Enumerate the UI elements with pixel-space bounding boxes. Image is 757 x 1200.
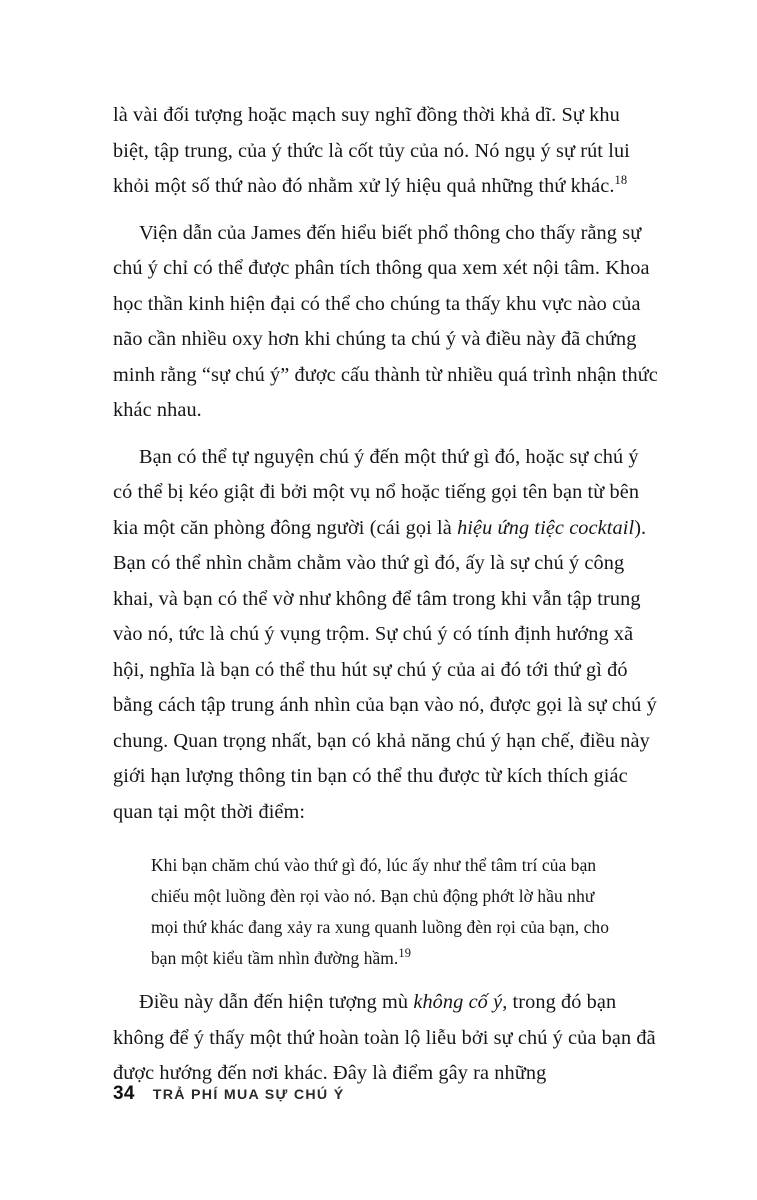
page-number: 34 <box>113 1083 135 1104</box>
block-quote <box>113 850 621 974</box>
paragraph-blindness-part-a: Điều này dẫn đến hiện tượng mù <box>139 991 414 1013</box>
paragraph-inattentional-blindness <box>113 985 658 1092</box>
block-quote-text <box>151 850 621 974</box>
block-quote-body: Khi bạn chăm chú vào thứ gì đó, lúc ấy như thể tâm trí của bạn chiếu một luồng đèn rọi vào nó. Bạn chủ động phớt lờ hầu như mọi thứ khác đang xảy ra xung quanh luồng đèn rọi của bạn, cho bạn một kiểu tầm nhìn đường hầm. <box>151 855 609 968</box>
paragraph-blindness-part-b: , trong đó bạn không để ý thấy một thứ hoàn toàn lộ liễu bởi sự chú ý của bạn đã được hướng đến nơi khác. Đây là điểm gây ra những <box>113 991 656 1084</box>
paragraph-attention-part-a: Bạn có thể tự nguyện chú ý đến một thứ gì đó, hoặc sự chú ý có thể bị kéo giật đi bởi một vụ nổ hoặc tiếng gọi tên bạn từ bên kia một căn phòng đông người (cái gọi là <box>113 445 640 539</box>
footnote-marker-19: 19 <box>398 946 412 961</box>
paragraph-attention-part-b: ). Bạn có thể nhìn chằm chằm vào thứ gì đó, ấy là sự chú ý công khai, và bạn có thể vờ như không để tâm trong khi vẫn tập trung vào nó, tức là chú ý vụng trộm. Sự chú ý có tính định hướng xã hội, nghĩa là bạn có thể thu hút sự chú ý của ai đó tới thứ gì đó bằng cách tập trung ánh nhìn của bạn vào nó, được gọi là sự chú ý chung. Quan trọng nhất, bạn có khả năng chú ý hạn chế, điều này giới hạn lượng thông tin bạn có thể thu được từ kích thích giác quan tại một thời điểm: <box>113 516 657 823</box>
paragraph-attention-types <box>113 440 658 831</box>
paragraph-continued <box>113 98 658 205</box>
running-head: TRẢ PHÍ MUA SỰ CHÚ Ý <box>152 1087 345 1103</box>
paragraph-continued-text: là vài đối tượng hoặc mạch suy nghĩ đồng thời khả dĩ. Sự khu biệt, tập trung, của ý thức là cốt tủy của nó. Nó ngụ ý sự rút lui khỏi một số thứ nào đó nhằm xử lý hiệu quả những thứ khác. <box>113 104 630 197</box>
page-footer <box>113 1083 344 1105</box>
paragraph-james: Viện dẫn của James đến hiểu biết phổ thông cho thấy rằng sự chú ý chỉ có thể được phân tích thông qua xem xét nội tâm. Khoa học thần kinh hiện đại có thể cho chúng ta thấy khu vực nào của não cần nhiều oxy hơn khi chúng ta chú ý và điều này đã chứng minh rằng “sự chú ý” được cấu thành từ nhiều quá trình nhận thức khác nhau. <box>113 221 658 421</box>
footnote-marker-18: 18 <box>614 173 628 188</box>
page-text-body <box>113 98 658 1092</box>
term-inattentional: không cố ý <box>413 991 503 1013</box>
term-cocktail-party-effect: hiệu ứng tiệc cocktail <box>457 516 635 539</box>
